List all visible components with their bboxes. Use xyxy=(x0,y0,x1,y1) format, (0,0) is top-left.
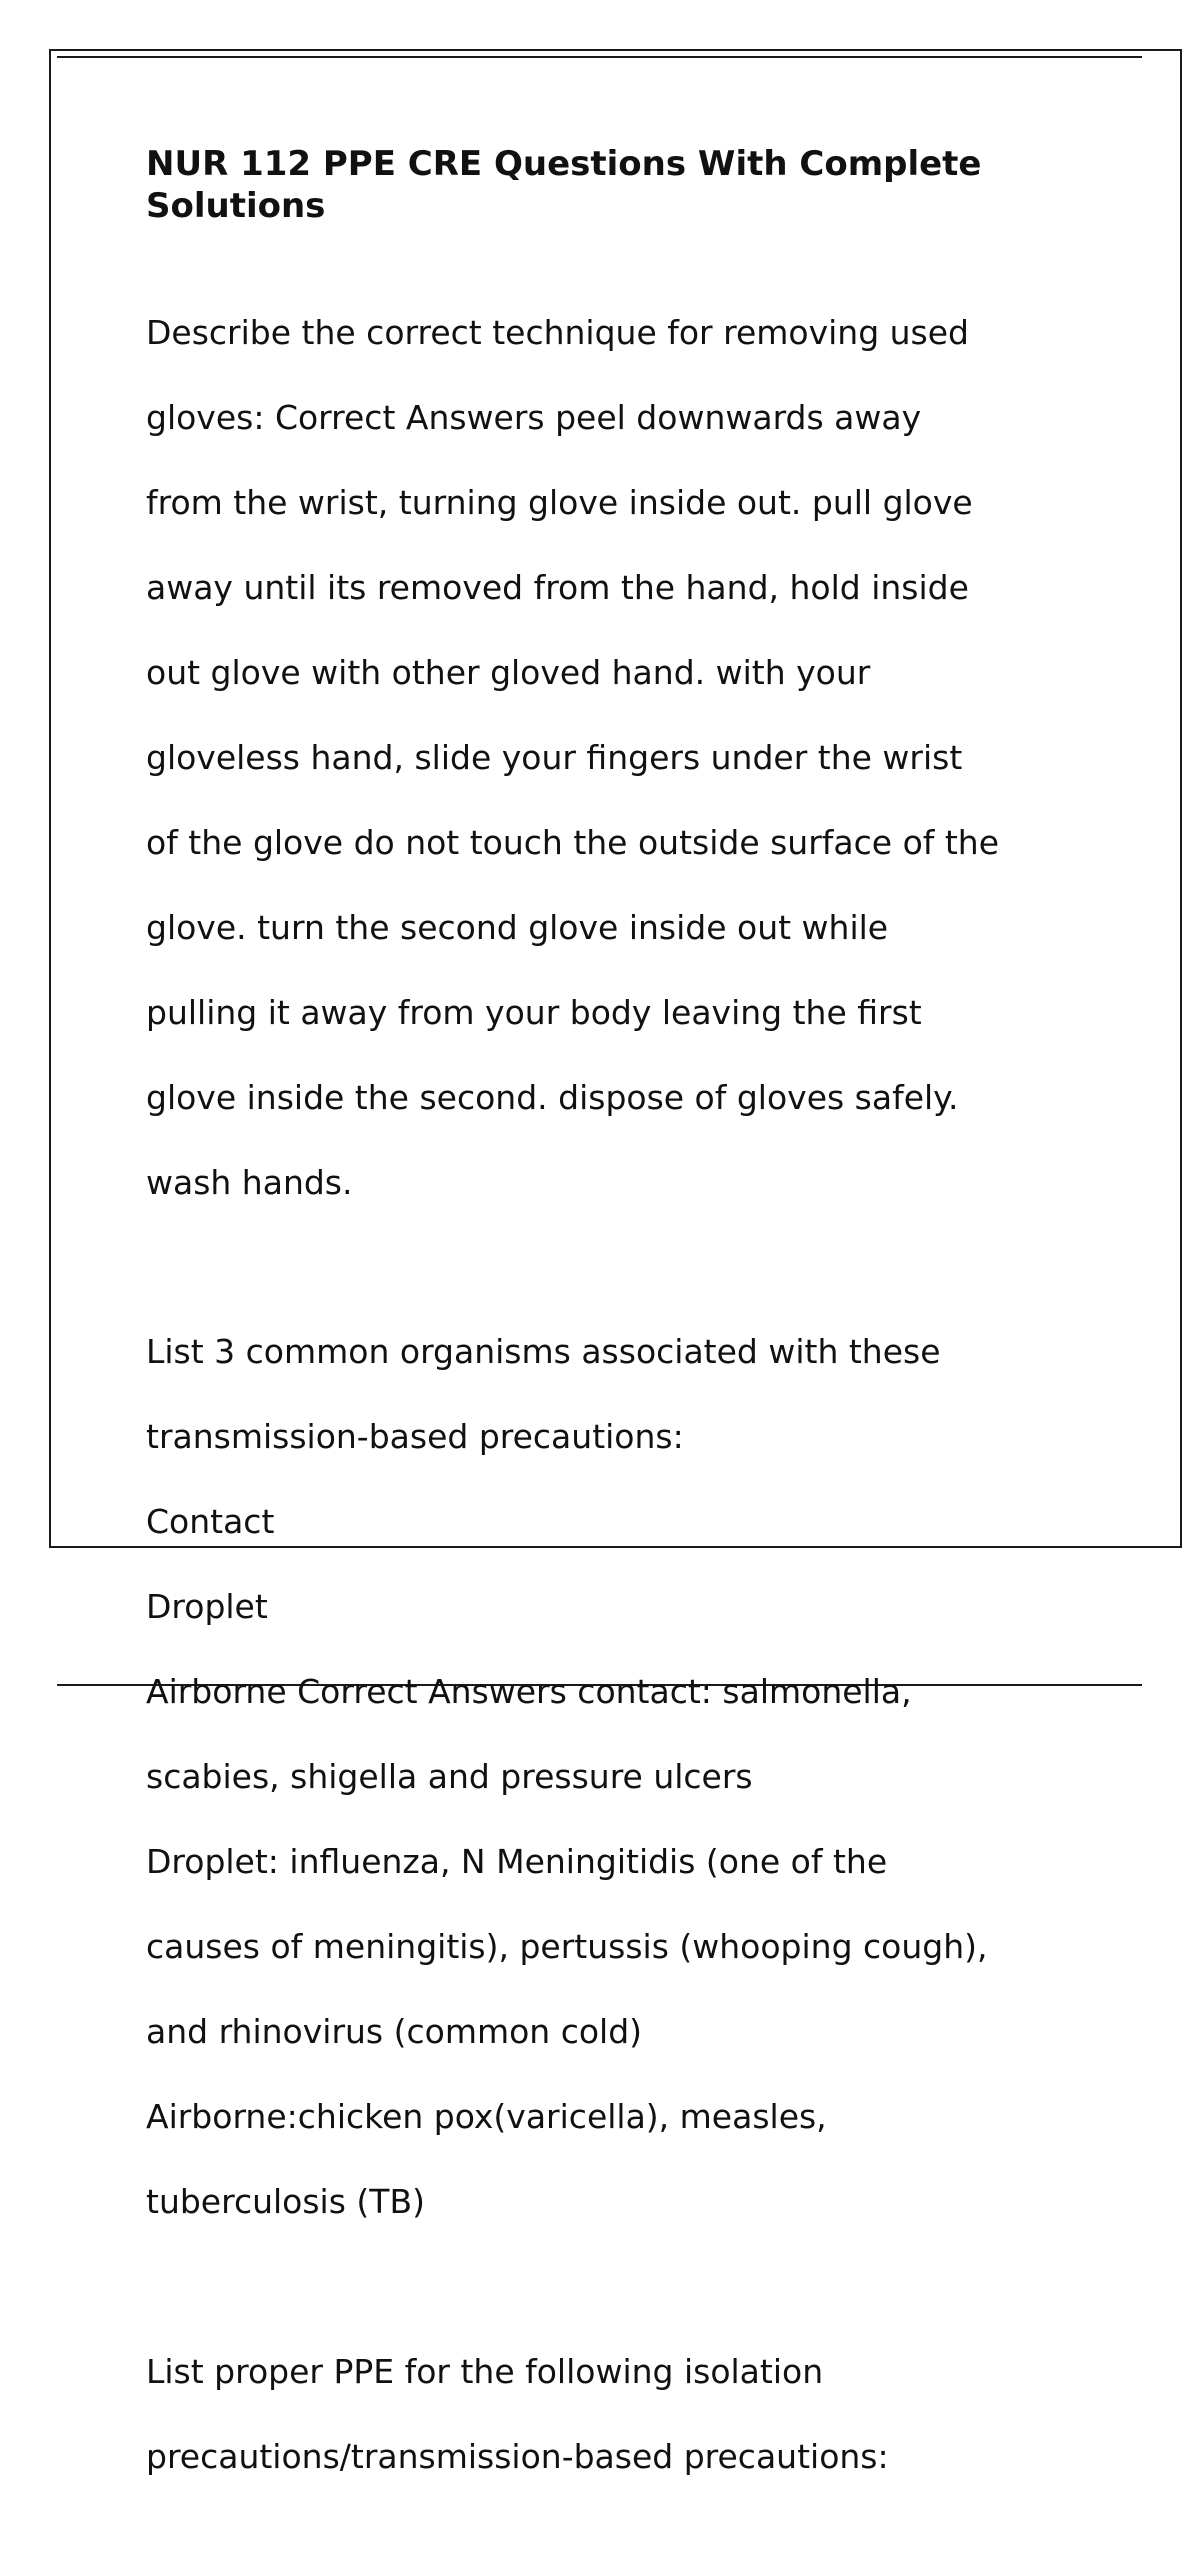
text-line: Droplet: influenza, N Meningitidis (one of the xyxy=(146,1842,888,1881)
document-body xyxy=(146,143,1106,2563)
text-line: List 3 common organisms associated with these xyxy=(146,1332,941,1371)
qa-proper-ppe xyxy=(146,2308,1106,2521)
text-line: glove inside the second. dispose of gloves safely. xyxy=(146,1077,959,1117)
text-line: out glove with other gloved hand. with your xyxy=(146,652,871,692)
text-line: Airborne Correct Answers contact: salmonella, xyxy=(146,1672,912,1711)
text-line: tuberculosis (TB) xyxy=(146,2182,425,2221)
text-line: Describe the correct technique for removing used xyxy=(146,312,970,352)
text-line: gloveless hand, slide your fingers under the wrist xyxy=(146,737,963,777)
text-line: causes of meningitis), pertussis (whooping cough), xyxy=(146,1927,988,1966)
text-line: gloves: Correct Answers peel downwards away xyxy=(146,397,922,437)
text-line: of the glove do not touch the outside surface of the xyxy=(146,822,1000,862)
text-line: away until its removed from the hand, hold inside xyxy=(146,567,969,607)
text-line: and rhinovirus (common cold) xyxy=(146,2012,643,2051)
text-line: Contact xyxy=(146,1502,275,1541)
text-line: wash hands. xyxy=(146,1162,353,1202)
qa-common-organisms xyxy=(146,1289,1106,2267)
text-line: Droplet xyxy=(146,1587,268,1626)
document-title: NUR 112 PPE CRE Questions With Complete Solutions xyxy=(146,144,982,226)
text-line: pulling it away from your body leaving the first xyxy=(146,992,922,1032)
text-line: from the wrist, turning glove inside out. pull glove xyxy=(146,482,973,522)
text-line: transmission-based precautions: xyxy=(146,1417,684,1456)
text-line: glove. turn the second glove inside out while xyxy=(146,907,889,947)
text-line: Airborne:chicken pox(varicella), measles, xyxy=(146,2097,827,2136)
text-line: precautions/transmission-based precautions: xyxy=(146,2436,889,2476)
qa-glove-removal xyxy=(146,269,1106,1247)
text-line: scabies, shigella and pressure ulcers xyxy=(146,1757,753,1796)
top-rule xyxy=(57,56,1142,58)
text-line: List proper PPE for the following isolation xyxy=(146,2351,824,2391)
